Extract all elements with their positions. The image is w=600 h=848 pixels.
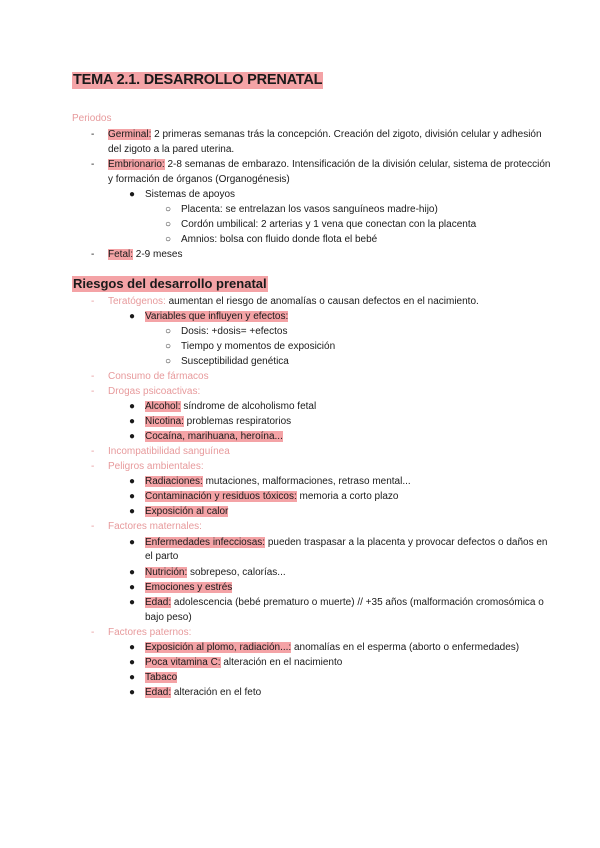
list-item-alcohol [145,400,316,414]
contaminacion-text: memoria a corto plazo [296,491,399,502]
bullet-marker: ● [129,311,136,322]
circle-marker: ○ [165,204,172,215]
section-heading-riesgos: Riesgos del desarrollo prenatal [73,276,267,291]
dash-marker: - [91,386,95,397]
dash-marker: - [91,371,95,382]
bullet-marker: ● [129,537,136,548]
list-item-apoyos: Sistemas de apoyos [145,189,236,200]
term-nicotina: Nicotina: [145,416,184,427]
germinal-text-cont: del zigoto a la pared uterina. [108,144,235,155]
term-calor: Exposición al calor [145,506,229,517]
list-item-cordon: Cordón umbilical: 2 arterias y 1 vena que conectan con la placenta [181,219,477,230]
circle-marker: ○ [165,326,172,337]
bullet-marker: ● [129,582,136,593]
dash-marker: - [91,159,95,170]
edad-paterna-text: alteración en el feto [171,687,262,698]
list-item-germinal [108,128,542,142]
bullet-marker: ● [129,431,136,442]
term-infecciosas: Enfermedades infecciosas: [145,537,266,548]
bullet-marker: ● [129,476,136,487]
dash-marker: - [91,249,95,260]
circle-marker: ○ [165,234,172,245]
circle-marker: ○ [165,341,172,352]
dash-marker: - [91,461,95,472]
embrionario-text: 2-8 semanas de embarazo. Intensificación de la división celular, sistema de protección [164,159,551,170]
dash-marker: - [91,129,95,140]
infecciosas-text-cont: el parto [145,551,179,562]
bullet-marker: ● [129,657,136,668]
list-item-amnios: Amnios: bolsa con fluido donde flota el bebé [181,234,378,245]
term-germinal: Germinal: [108,129,152,140]
term-fetal: Fetal: [108,249,134,260]
bullet-marker: ● [129,567,136,578]
list-item-nutricion [145,566,286,580]
list-item-maternos: Factores maternales: [108,521,202,532]
plomo-text: anomalías en el esperma (aborto o enfermedades) [291,642,520,653]
list-item-teratogenos [108,295,479,309]
list-item-incompatibilidad: Incompatibilidad sanguínea [108,446,230,457]
list-item-nicotina [145,415,291,429]
bullet-marker: ● [129,687,136,698]
list-item-drogas: Drogas psicoactivas: [108,386,201,397]
list-item-placenta: Placenta: se entrelazan los vasos sanguíneos madre-hijo) [181,204,438,215]
list-item-embrionario [108,158,550,172]
teratogenos-text: aumentan el riesgo de anomalías o causan defectos en el nacimiento. [165,296,479,307]
nutricion-text: sobrepeso, calorías... [187,567,286,578]
circle-marker: ○ [165,356,172,367]
list-item-radiaciones [145,475,411,489]
term-cocaina: Cocaína, marihuana, heroína... [145,431,283,442]
list-item-cocaina [145,430,283,444]
list-item-dosis: Dosis: +dosis= +efectos [181,326,288,337]
bullet-marker: ● [129,506,136,517]
list-item-infecciosas [145,536,548,550]
dash-marker: - [91,521,95,532]
embrionario-text-cont: y formación de órganos (Organogénesis) [108,174,290,185]
page-title: TEMA 2.1. DESARROLLO PRENATAL [73,72,323,88]
list-item-peligros: Peligros ambientales: [108,461,204,472]
bullet-marker: ● [129,491,136,502]
list-item-tabaco [145,671,177,685]
list-item-susceptibilidad: Susceptibilidad genética [181,356,289,367]
list-item-plomo [145,641,519,655]
list-item-edad-maternal [145,596,544,610]
term-edad-paterna: Edad: [145,687,172,698]
bullet-marker: ● [129,401,136,412]
bullet-marker: ● [129,642,136,653]
section-heading-periodos: Periodos [72,113,112,124]
infecciosas-text: pueden traspasar a la placenta y provocar defectos o daños en [265,537,548,548]
list-item-farmacos: Consumo de fármacos [108,371,209,382]
radiaciones-text: mutaciones, malformaciones, retraso mental... [202,476,411,487]
list-item-variables [145,310,288,324]
dash-marker: - [91,296,95,307]
circle-marker: ○ [165,219,172,230]
term-edad-maternal: Edad: [145,597,172,608]
term-alcohol: Alcohol: [145,401,181,412]
nicotina-text: problemas respiratorios [183,416,292,427]
term-variables: Variables que influyen y efectos: [145,311,289,322]
bullet-marker: ● [129,672,136,683]
list-item-paternos: Factores paternos: [108,627,192,638]
alcohol-text: síndrome de alcoholismo fetal [180,401,317,412]
edad-maternal-text: adolescencia (bebé prematuro o muerte) // +35 años (malformación cromosómica o [171,597,544,608]
list-item-fetal [108,248,182,262]
list-item-emociones [145,581,232,595]
term-emociones: Emociones y estrés [145,582,233,593]
germinal-text: 2 primeras semanas trás la concepción. Creación del zigoto, división celular y adhesión [151,129,542,140]
term-teratogenos: Teratógenos: [108,296,166,307]
dash-marker: - [91,446,95,457]
list-item-vitamina [145,656,342,670]
list-item-tiempo: Tiempo y momentos de exposición [181,341,336,352]
list-item-contaminacion [145,490,398,504]
term-radiaciones: Radiaciones: [145,476,203,487]
list-item-calor [145,505,228,519]
list-item-edad-paterna [145,686,261,700]
term-plomo: Exposición al plomo, radiación...: [145,642,292,653]
term-contaminacion: Contaminación y residuos tóxicos: [145,491,297,502]
bullet-marker: ● [129,597,136,608]
term-tabaco: Tabaco [145,672,178,683]
dash-marker: - [91,627,95,638]
term-nutricion: Nutrición: [145,567,188,578]
edad-maternal-text-cont: bajo peso) [145,612,192,623]
fetal-text: 2-9 meses [133,249,183,260]
bullet-marker: ● [129,416,136,427]
vitamina-text: alteración en el nacimiento [220,657,343,668]
term-embrionario: Embrionario: [108,159,165,170]
bullet-marker: ● [129,189,136,200]
term-vitamina: Poca vitamina C: [145,657,221,668]
